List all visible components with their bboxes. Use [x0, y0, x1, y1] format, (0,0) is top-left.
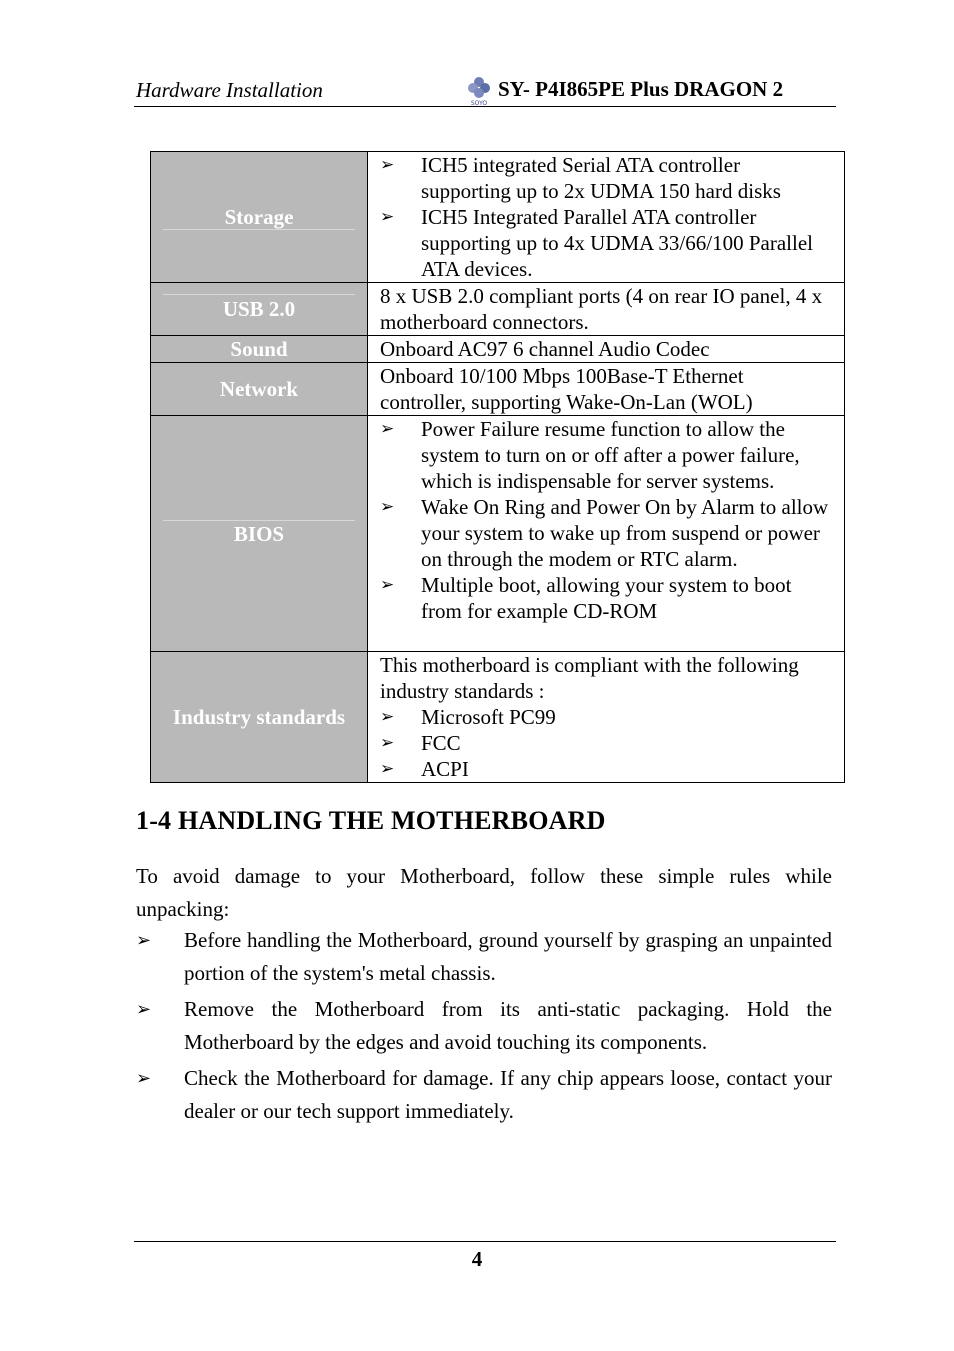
header-brand — [462, 72, 783, 106]
handling-rules-list — [136, 924, 832, 1131]
spec-row-sound — [151, 336, 845, 363]
spec-row-usb — [151, 283, 845, 336]
spec-table — [150, 151, 845, 783]
list-item: ➢ Multiple boot, allowing your system to boot from for example CD-ROM — [380, 573, 792, 623]
list-item: ➢ ICH5 Integrated Parallel ATA controller supporting up to 4x UDMA 33/66/100 Parallel ATA devices. — [380, 205, 813, 281]
header-section-title: Hardware Installation — [136, 78, 323, 102]
spec-value: Onboard AC97 6 channel Audio Codec — [368, 336, 845, 363]
spec-row-storage — [151, 152, 845, 283]
list-item: ➢ FCC — [380, 731, 461, 755]
list-item: ➢ Wake On Ring and Power On by Alarm to allow your system to wake up from suspend or power on through the modem or RTC alarm. — [380, 495, 829, 571]
spec-row-network — [151, 363, 845, 416]
list-item: ➢ ACPI — [380, 757, 469, 781]
list-item: ➢ Remove the Motherboard from its anti-static packaging. Hold the Motherboard by the edges and avoid touching its components. — [136, 997, 832, 1054]
spec-label: Industry standards — [151, 652, 368, 783]
list-item: ➢ Microsoft PC99 — [380, 705, 556, 729]
section-intro: To avoid damage to your Motherboard, follow these simple rules while unpacking: — [136, 864, 832, 921]
spec-label: Network — [151, 363, 368, 416]
spec-label: USB 2.0 — [151, 283, 368, 336]
list-item: ➢ Power Failure resume function to allow the system to turn on or off after a power failure, which is indispensable for server systems. — [380, 417, 800, 493]
footer-divider — [134, 1241, 836, 1242]
spec-label: Storage — [151, 152, 368, 283]
page-number: 4 — [471, 1247, 483, 1271]
page-header — [134, 72, 836, 107]
spec-row-bios — [151, 416, 845, 652]
section-heading: 1-4 HANDLING THE MOTHERBOARD — [136, 806, 606, 835]
spec-value — [368, 152, 845, 283]
spec-intro-text: This motherboard is compliant with the following industry standards : — [380, 653, 799, 703]
spec-row-industry — [151, 652, 845, 783]
spec-label: BIOS — [151, 416, 368, 652]
spec-value: Onboard 10/100 Mbps 100Base-T Ethernet controller, supporting Wake-On-Lan (WOL) — [368, 363, 845, 416]
header-product-title: SY- P4I865PE Plus DRAGON 2 — [498, 76, 784, 101]
svg-text:SOYO: SOYO — [470, 100, 488, 106]
spec-value — [368, 652, 845, 783]
list-item: ➢ ICH5 integrated Serial ATA controller supporting up to 2x UDMA 150 hard disks — [380, 153, 781, 203]
spec-label: Sound — [151, 336, 368, 363]
list-item: ➢ Check the Motherboard for damage. If any chip appears loose, contact your dealer or our tech support immediately. — [136, 1066, 832, 1123]
list-item: ➢ Before handling the Motherboard, ground yourself by grasping an unpainted portion of the system's metal chassis. — [136, 928, 832, 985]
spec-value — [368, 416, 845, 652]
soyo-logo-icon — [462, 72, 496, 106]
spec-value: 8 x USB 2.0 compliant ports (4 on rear IO panel, 4 x motherboard connectors. — [368, 283, 845, 336]
